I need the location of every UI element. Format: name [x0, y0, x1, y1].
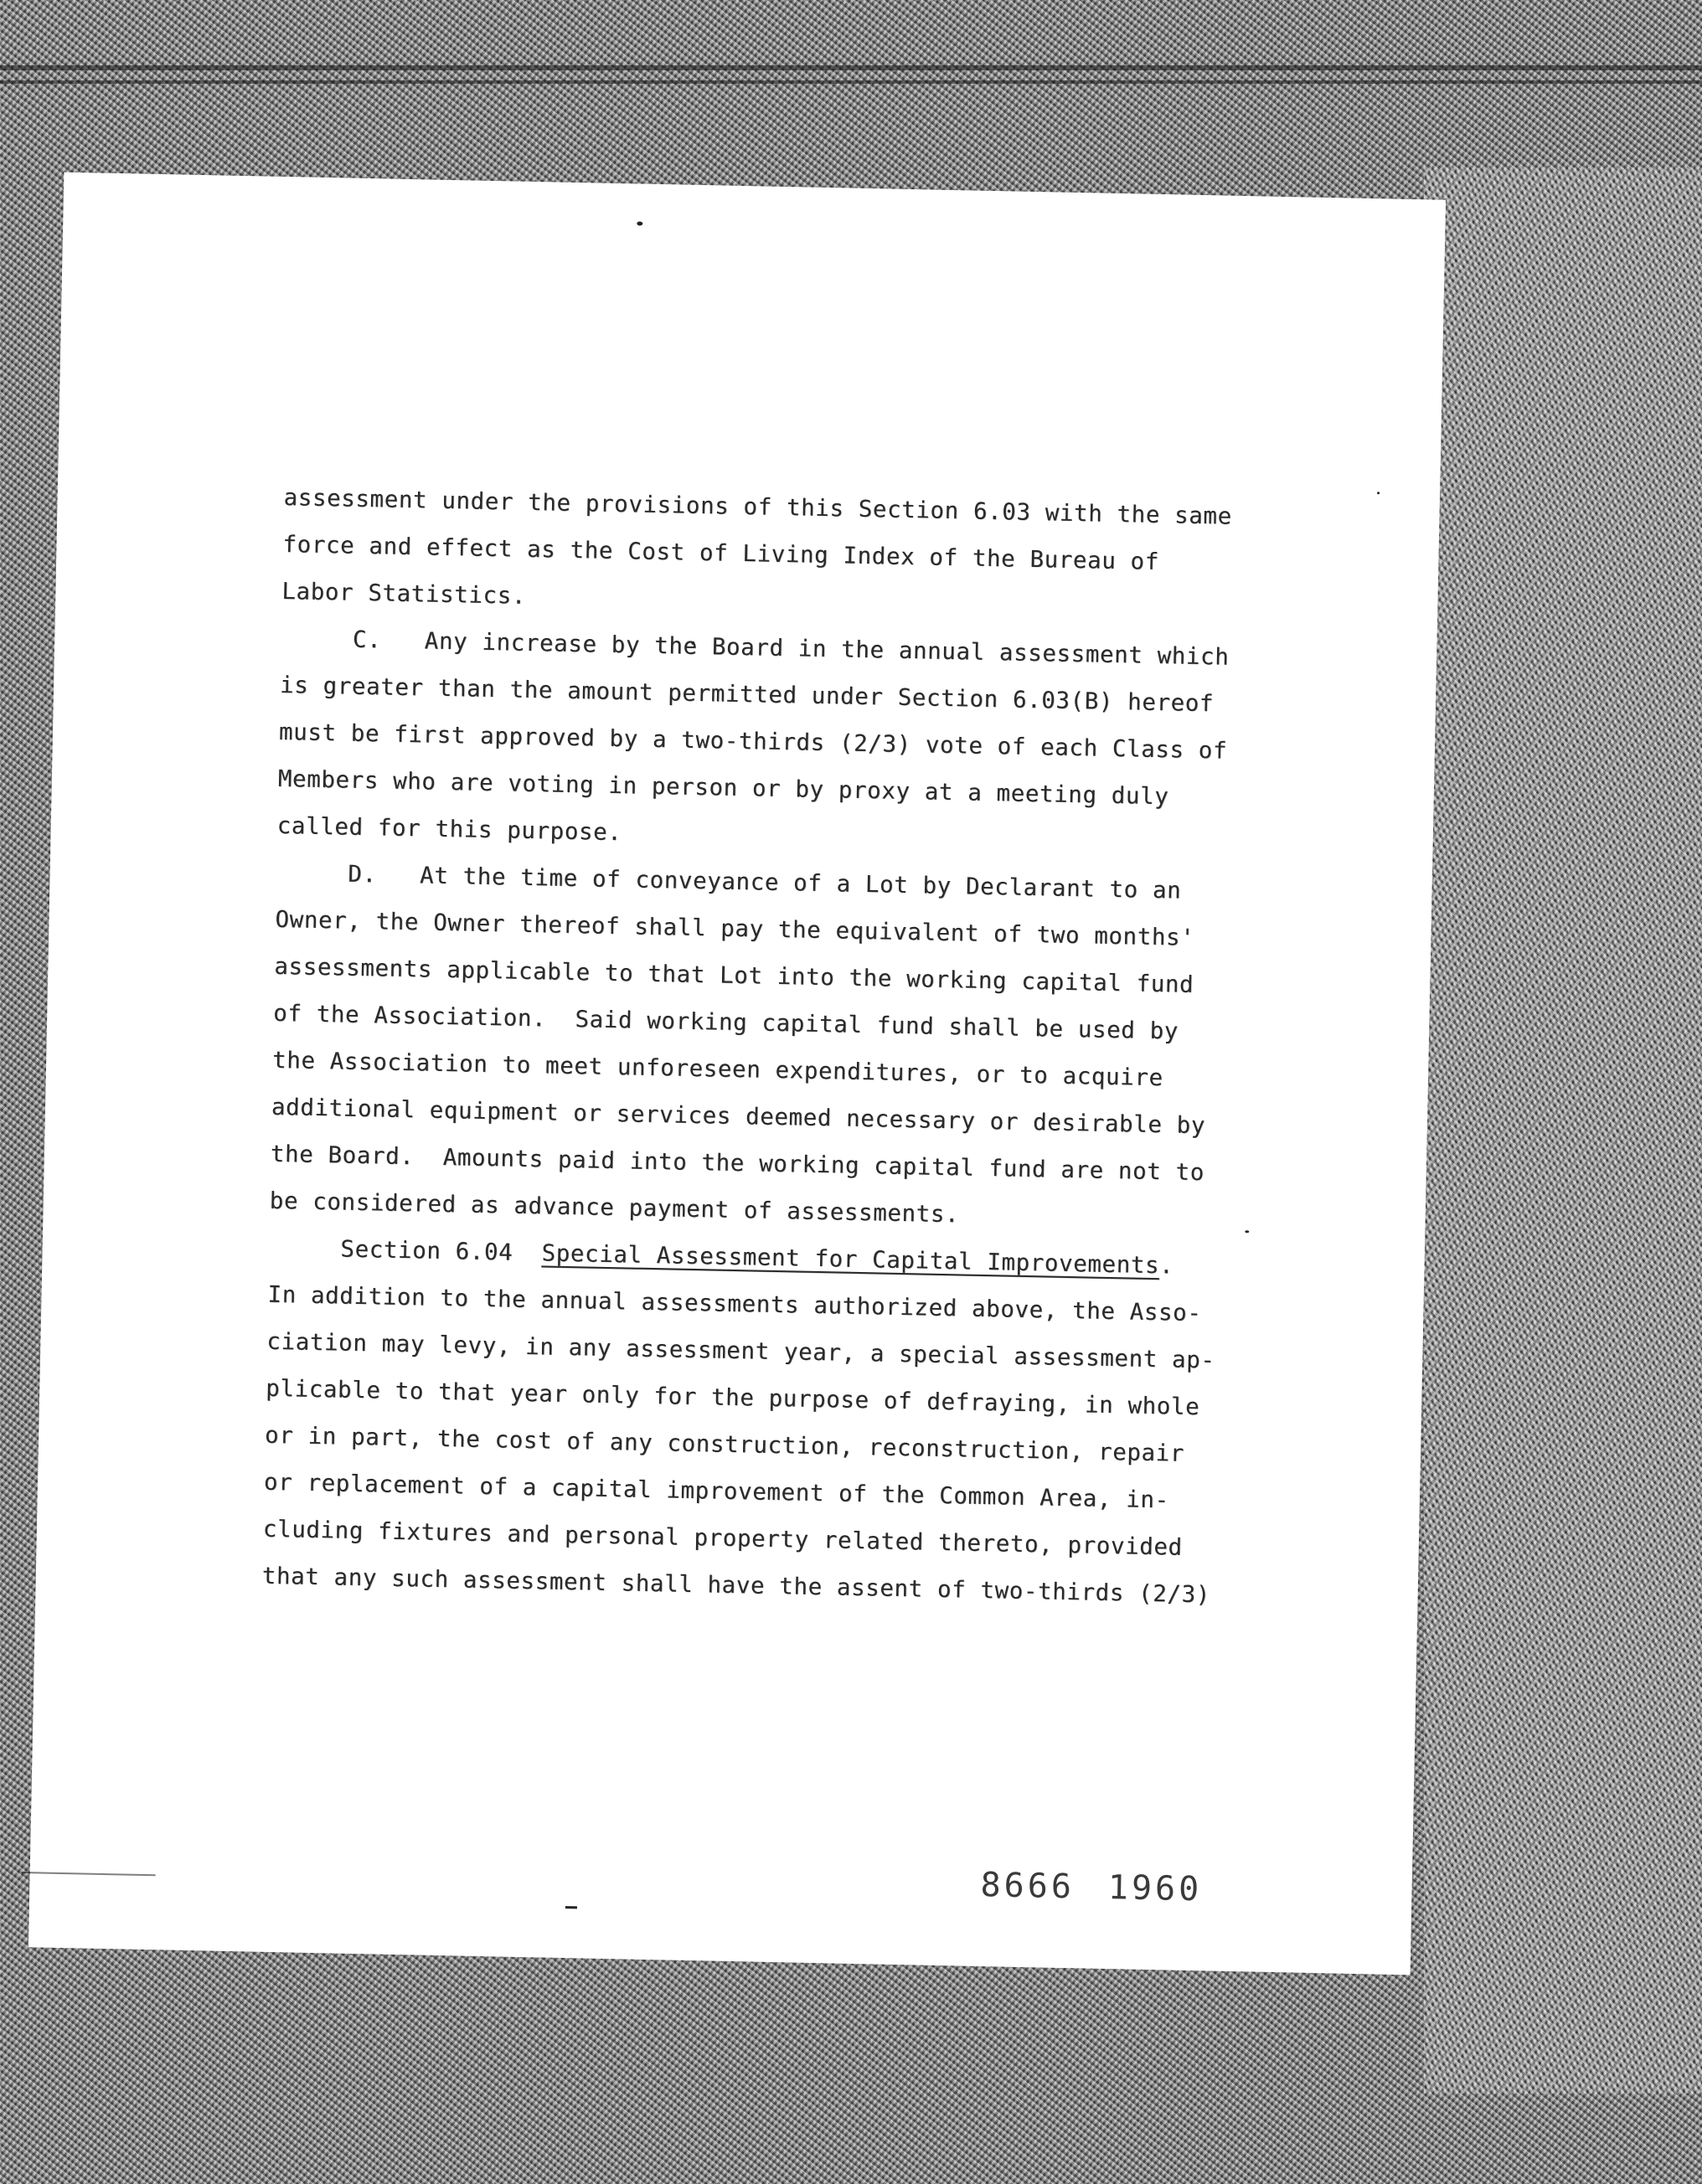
section-604-line: cluding fixtures and personal property related thereto, provided: [262, 1515, 1184, 1561]
bottom-mark: [565, 1906, 577, 1908]
section-604-line: or replacement of a capital improvement of the Common Area, in-: [263, 1468, 1170, 1514]
paragraph-c-line: Members who are voting in person or by proxy at a meeting duly: [277, 765, 1169, 811]
paragraph-c-line: called for this purpose.: [276, 811, 622, 847]
section-604-line: that any such assessment shall have the assent of two-thirds (2/3): [261, 1562, 1211, 1609]
margin-rule: [22, 1872, 156, 1876]
paragraph-d-line: additional equipment or services deemed necessary or desirable by: [271, 1093, 1206, 1140]
paragraph-c-line: C. Any increase by the Board in the annual assessment which: [281, 624, 1230, 671]
section-period: .: [1158, 1252, 1174, 1280]
text-line: force and effect as the Cost of Living Index of the Bureau of: [282, 530, 1160, 575]
section-title: Special Assessment for Capital Improvements: [541, 1239, 1160, 1280]
section-number: Section 6.04: [268, 1234, 542, 1267]
scan-noise-edge: [1424, 167, 1702, 2094]
stamp-book-number: 8666: [980, 1866, 1075, 1907]
paragraph-c-line: must be first approved by a two-thirds (2/3) vote of each Class of: [278, 718, 1228, 765]
paragraph-d-line: of the Association. Said working capital fund shall be used by: [273, 999, 1179, 1045]
text-line: assessment under the provisions of this Section 6.03 with the same: [283, 484, 1233, 530]
paragraph-d-line: the Association to meet unforeseen expenditures, or to acquire: [271, 1046, 1164, 1092]
page-stamp: [980, 1866, 1203, 1908]
scan-edge-band: [0, 65, 1702, 70]
paragraph-d-line: D. At the time of conveyance of a Lot by Declarant to an: [276, 858, 1182, 904]
scan-speck: [1377, 492, 1380, 494]
scan-speck: [637, 221, 642, 225]
section-604-line: plicable to that year only for the purpose of defraying, in whole: [266, 1374, 1200, 1421]
stamp-page-number: 1960: [1107, 1868, 1203, 1909]
body-text: [261, 474, 1406, 1622]
section-604-line: In addition to the annual assessments authorized above, the Asso-: [267, 1280, 1202, 1327]
paragraph-d-line: be considered as advance payment of assessments.: [269, 1187, 960, 1228]
paragraph-d-line: Owner, the Owner thereof shall pay the equivalent of two months': [275, 905, 1195, 951]
paragraph-d-line: assessments applicable to that Lot into the working capital fund: [274, 952, 1194, 998]
paragraph-d-line: the Board. Amounts paid into the working capital fund are not to: [270, 1140, 1205, 1187]
paragraph-c-line: is greater than the amount permitted under Section 6.03(B) hereof: [279, 671, 1215, 718]
document-page: [28, 173, 1446, 1975]
section-604-line: ciation may levy, in any assessment year, a special assessment ap-: [266, 1327, 1215, 1374]
text-line: Labor Statistics.: [281, 577, 527, 610]
scan-edge-band: [0, 80, 1702, 84]
section-604-line: or in part, the cost of any construction, reconstruction, repair: [264, 1421, 1185, 1467]
